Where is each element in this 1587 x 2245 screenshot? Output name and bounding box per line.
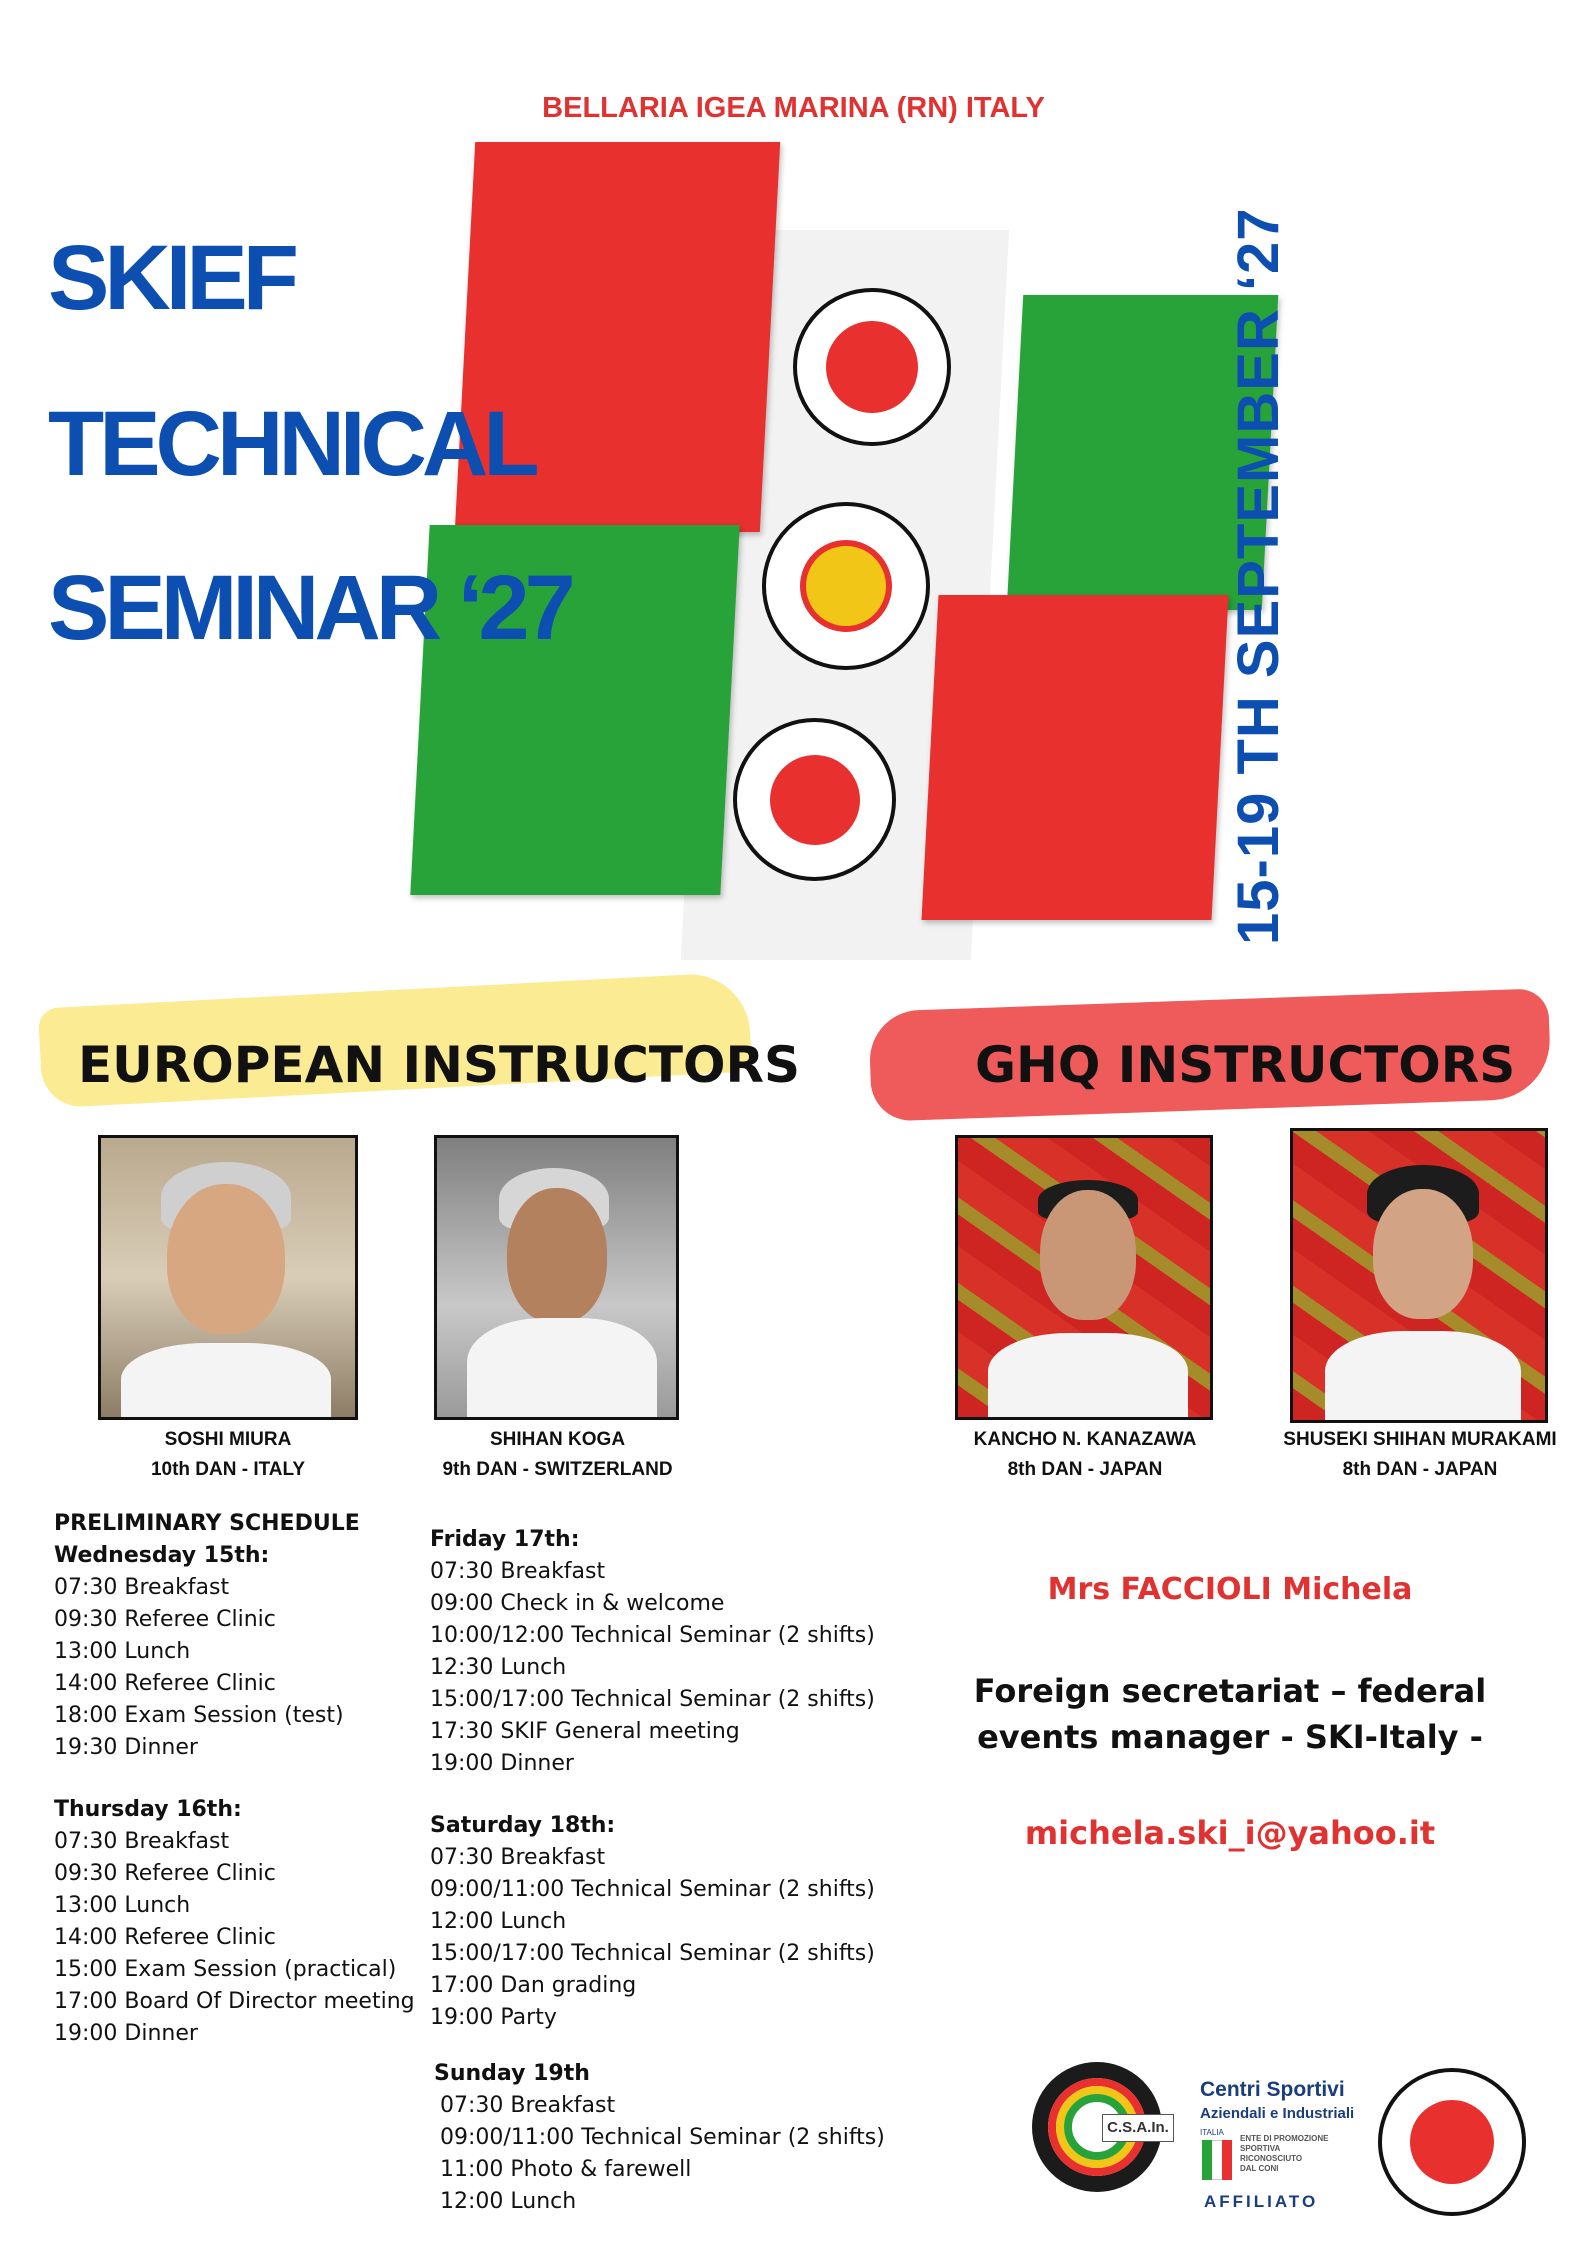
instructor-rank: 8th DAN - JAPAN xyxy=(1342,1459,1498,1481)
skif-logo-1 xyxy=(793,288,951,446)
ski-logo xyxy=(733,718,896,881)
schedule-item: 07:30 Breakfast xyxy=(430,1845,606,1870)
coni-line: RICONOSCIUTO xyxy=(1240,2154,1303,2163)
schedule-column-2 xyxy=(430,1524,885,2218)
schedule-day-heading: Saturday 18th: xyxy=(430,1813,616,1838)
instructor-caption-miura xyxy=(78,1425,378,1486)
schedule-item: 14:00 Referee Clinic xyxy=(54,1925,276,1950)
schedule-item: 14:00 Referee Clinic xyxy=(54,1671,276,1696)
coni-line: SPORTIVA xyxy=(1240,2144,1281,2153)
schedule-item: 15:00 Exam Session (practical) xyxy=(54,1957,397,1982)
title-line-3: SEMINAR ‘27 xyxy=(48,557,571,659)
location-heading: BELLARIA IGEA MARINA (RN) ITALY xyxy=(542,92,1045,124)
coni-text xyxy=(1240,2134,1328,2174)
tiger-emblem-icon xyxy=(1410,2100,1494,2184)
ski-footer-logo xyxy=(1378,2068,1526,2216)
schedule-item: 17:00 Board Of Director meeting xyxy=(54,1989,415,2014)
schedule-item: 13:00 Lunch xyxy=(54,1893,191,1918)
contact-role xyxy=(940,1668,1520,1760)
schedule-day-heading: Wednesday 15th: xyxy=(54,1543,270,1568)
instructor-photo-murakami xyxy=(1290,1128,1548,1423)
schedule-title: PRELIMINARY SCHEDULE xyxy=(54,1511,360,1536)
instructor-rank: 9th DAN - SWITZERLAND xyxy=(442,1459,673,1481)
csain-name-line: Aziendali e Industriali xyxy=(1200,2105,1355,2122)
schedule-item: 09:30 Referee Clinic xyxy=(54,1607,276,1632)
instructor-name: KANCHO N. KANAZAWA xyxy=(973,1429,1197,1450)
csain-name-line: Centri Sportivi xyxy=(1200,2078,1345,2101)
flag-band-red-right xyxy=(921,595,1228,920)
schedule-item: 12:30 Lunch xyxy=(430,1655,567,1680)
csain-abbr: C.S.A.In. xyxy=(1102,2114,1174,2142)
instructor-name: SHUSEKI SHIHAN MURAKAMI xyxy=(1283,1429,1557,1450)
schedule-item: 12:00 Lunch xyxy=(440,2189,577,2214)
schedule-item: 18:00 Exam Session (test) xyxy=(54,1703,344,1728)
schedule-item: 19:00 Dinner xyxy=(54,2021,198,2046)
schedule-item: 07:30 Breakfast xyxy=(440,2093,616,2118)
csain-logo xyxy=(1032,2062,1169,2212)
schedule-item: 15:00/17:00 Technical Seminar (2 shifts) xyxy=(430,1941,875,1966)
title-line-2: TECHNICAL xyxy=(48,393,535,495)
coni-line: DAL CONI xyxy=(1240,2164,1279,2173)
instructor-rank: 10th DAN - ITALY xyxy=(150,1459,306,1481)
schedule-item: 13:00 Lunch xyxy=(54,1639,191,1664)
tiger-emblem-icon xyxy=(770,755,860,845)
instructor-caption-murakami xyxy=(1250,1425,1587,1486)
instructor-photo-miura xyxy=(98,1135,358,1420)
instructor-caption-koga xyxy=(400,1425,715,1486)
italia-label: ITALIA xyxy=(1200,2128,1224,2137)
skif-logo-2 xyxy=(762,502,930,670)
coni-line: ENTE DI PROMOZIONE xyxy=(1240,2134,1329,2143)
schedule-item: 12:00 Lunch xyxy=(430,1909,567,1934)
instructor-name: SHIHAN KOGA xyxy=(489,1429,626,1450)
schedule-item: 09:00/11:00 Technical Seminar (2 shifts) xyxy=(440,2125,885,2150)
schedule-column-1 xyxy=(54,1508,415,2050)
instructor-rank: 8th DAN - JAPAN xyxy=(1007,1459,1163,1481)
european-instructors-title: EUROPEAN INSTRUCTORS xyxy=(78,1036,800,1094)
instructor-name: SOSHI MIURA xyxy=(164,1429,292,1450)
contact-name: Mrs FACCIOLI Michela xyxy=(1047,1572,1413,1607)
ghq-instructors-title: GHQ INSTRUCTORS xyxy=(975,1036,1516,1094)
schedule-item: 17:00 Dan grading xyxy=(430,1973,637,1998)
event-date: 15-19 TH SEPTEMBER ‘27 xyxy=(1226,207,1291,945)
schedule-item: 19:00 Party xyxy=(430,2005,557,2030)
schedule-item: 19:30 Dinner xyxy=(54,1735,198,1760)
schedule-item: 10:00/12:00 Technical Seminar (2 shifts) xyxy=(430,1623,875,1648)
schedule-item: 09:00/11:00 Technical Seminar (2 shifts) xyxy=(430,1877,875,1902)
affiliato-label: AFFILIATO xyxy=(1204,2192,1319,2211)
tiger-emblem-icon xyxy=(826,321,918,413)
instructor-caption-kanazawa xyxy=(935,1425,1235,1486)
italia-flag-icon xyxy=(1202,2140,1232,2180)
title-line-1: SKIEF xyxy=(48,227,294,329)
tiger-emblem-yellow-icon xyxy=(800,540,892,632)
schedule-item: 15:00/17:00 Technical Seminar (2 shifts) xyxy=(430,1687,875,1712)
schedule-item: 09:00 Check in & welcome xyxy=(430,1591,725,1616)
schedule-item: 07:30 Breakfast xyxy=(430,1559,606,1584)
schedule-item: 09:30 Referee Clinic xyxy=(54,1861,276,1886)
contact-email-link[interactable]: michela.ski_i@yahoo.it xyxy=(1024,1814,1436,1852)
schedule-item: 19:00 Dinner xyxy=(430,1751,574,1776)
schedule-item: 07:30 Breakfast xyxy=(54,1829,230,1854)
instructor-photo-koga xyxy=(434,1135,679,1420)
instructor-photo-kanazawa xyxy=(955,1135,1213,1420)
schedule-item: 11:00 Photo & farewell xyxy=(440,2157,692,2182)
schedule-day-heading: Sunday 19th xyxy=(434,2061,590,2086)
schedule-item: 17:30 SKIF General meeting xyxy=(430,1719,740,1744)
schedule-day-heading: Thursday 16th: xyxy=(54,1797,242,1822)
contact-role-line: Foreign secretariat – federal xyxy=(973,1672,1487,1710)
schedule-day-heading: Friday 17th: xyxy=(430,1527,580,1552)
csain-name xyxy=(1200,2078,1354,2126)
schedule-item: 07:30 Breakfast xyxy=(54,1575,230,1600)
contact-role-line: events manager - SKI-Italy - xyxy=(977,1718,1483,1756)
